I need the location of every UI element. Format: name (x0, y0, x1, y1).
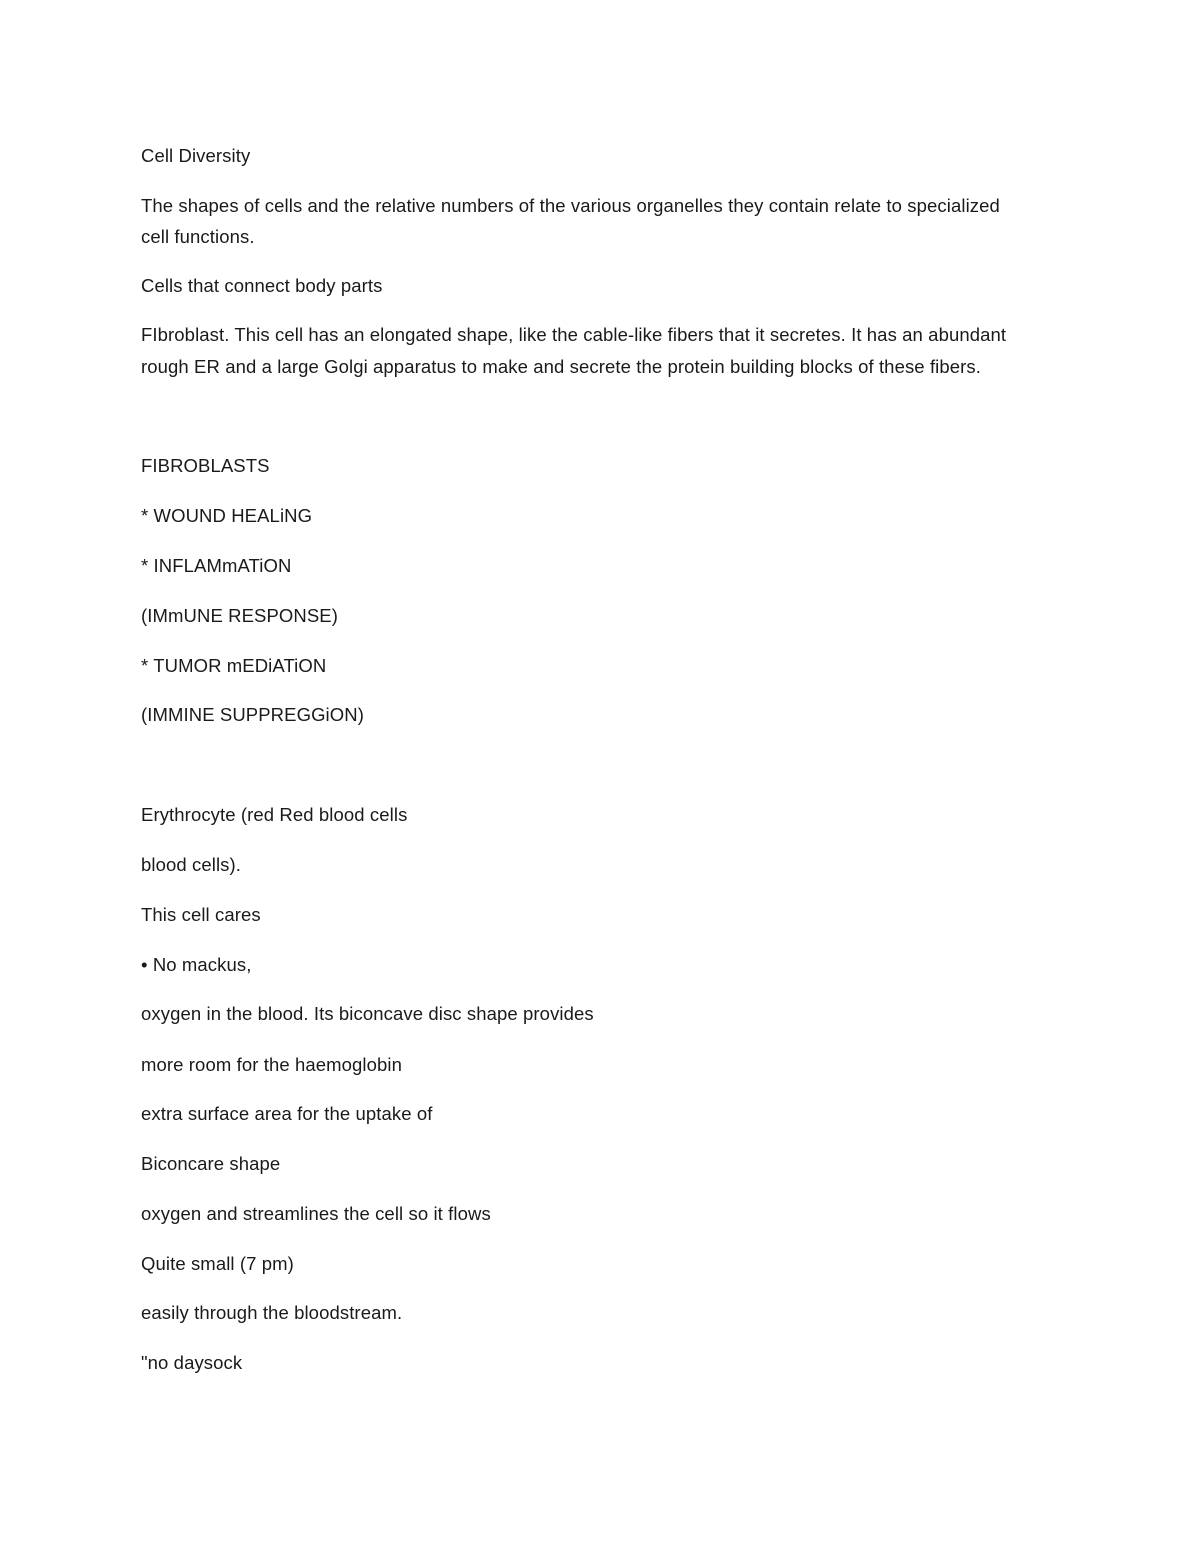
list-item-immune-suppression: (IMMINE SUPPREGGiON) (141, 704, 364, 725)
intro-text-line-2: cell functions. (141, 226, 255, 247)
erythrocyte-line-3: This cell cares (141, 904, 261, 925)
subheading-connect-body-parts: Cells that connect body parts (141, 275, 383, 296)
list-item-immune-response: (IMmUNE RESPONSE) (141, 605, 338, 626)
erythrocyte-line-7: extra surface area for the uptake of (141, 1103, 433, 1124)
fibroblast-text-line-2: rough ER and a large Golgi apparatus to make and secrete the protein building blocks of these fibers. (141, 356, 982, 377)
erythrocyte-line-10: Quite small (7 pm) (141, 1253, 294, 1274)
list-item-inflammation: * INFLAMmATiON (141, 555, 292, 576)
intro-text-line-1: The shapes of cells and the relative numbers of the various organelles they contain relate to specialized (141, 195, 1000, 216)
heading-cell-diversity: Cell Diversity (141, 145, 251, 166)
erythrocyte-line-11: easily through the bloodstream. (141, 1302, 403, 1323)
list-item-tumor-mediation: * TUMOR mEDiATiON (141, 655, 327, 676)
erythrocyte-line-9: oxygen and streamlines the cell so it flows (141, 1203, 491, 1224)
erythrocyte-line-4: • No mackus, (141, 954, 252, 975)
erythrocyte-line-2: blood cells). (141, 854, 242, 875)
erythrocyte-line-12: "no daysock (141, 1352, 243, 1373)
fibroblast-text-line-1: FIbroblast. This cell has an elongated shape, like the cable-like fibers that it secretes. It has an abundant (141, 324, 1007, 345)
erythrocyte-line-6: more room for the haemoglobin (141, 1054, 403, 1075)
erythrocyte-line-8: Biconcare shape (141, 1153, 281, 1174)
erythrocyte-line-5: oxygen in the blood. Its biconcave disc shape provides (141, 1003, 594, 1024)
fibroblasts-heading: FIBROBLASTS (141, 455, 270, 476)
erythrocyte-line-1: Erythrocyte (red Red blood cells (141, 804, 408, 825)
list-item-wound-healing: * WOUND HEALiNG (141, 505, 313, 526)
